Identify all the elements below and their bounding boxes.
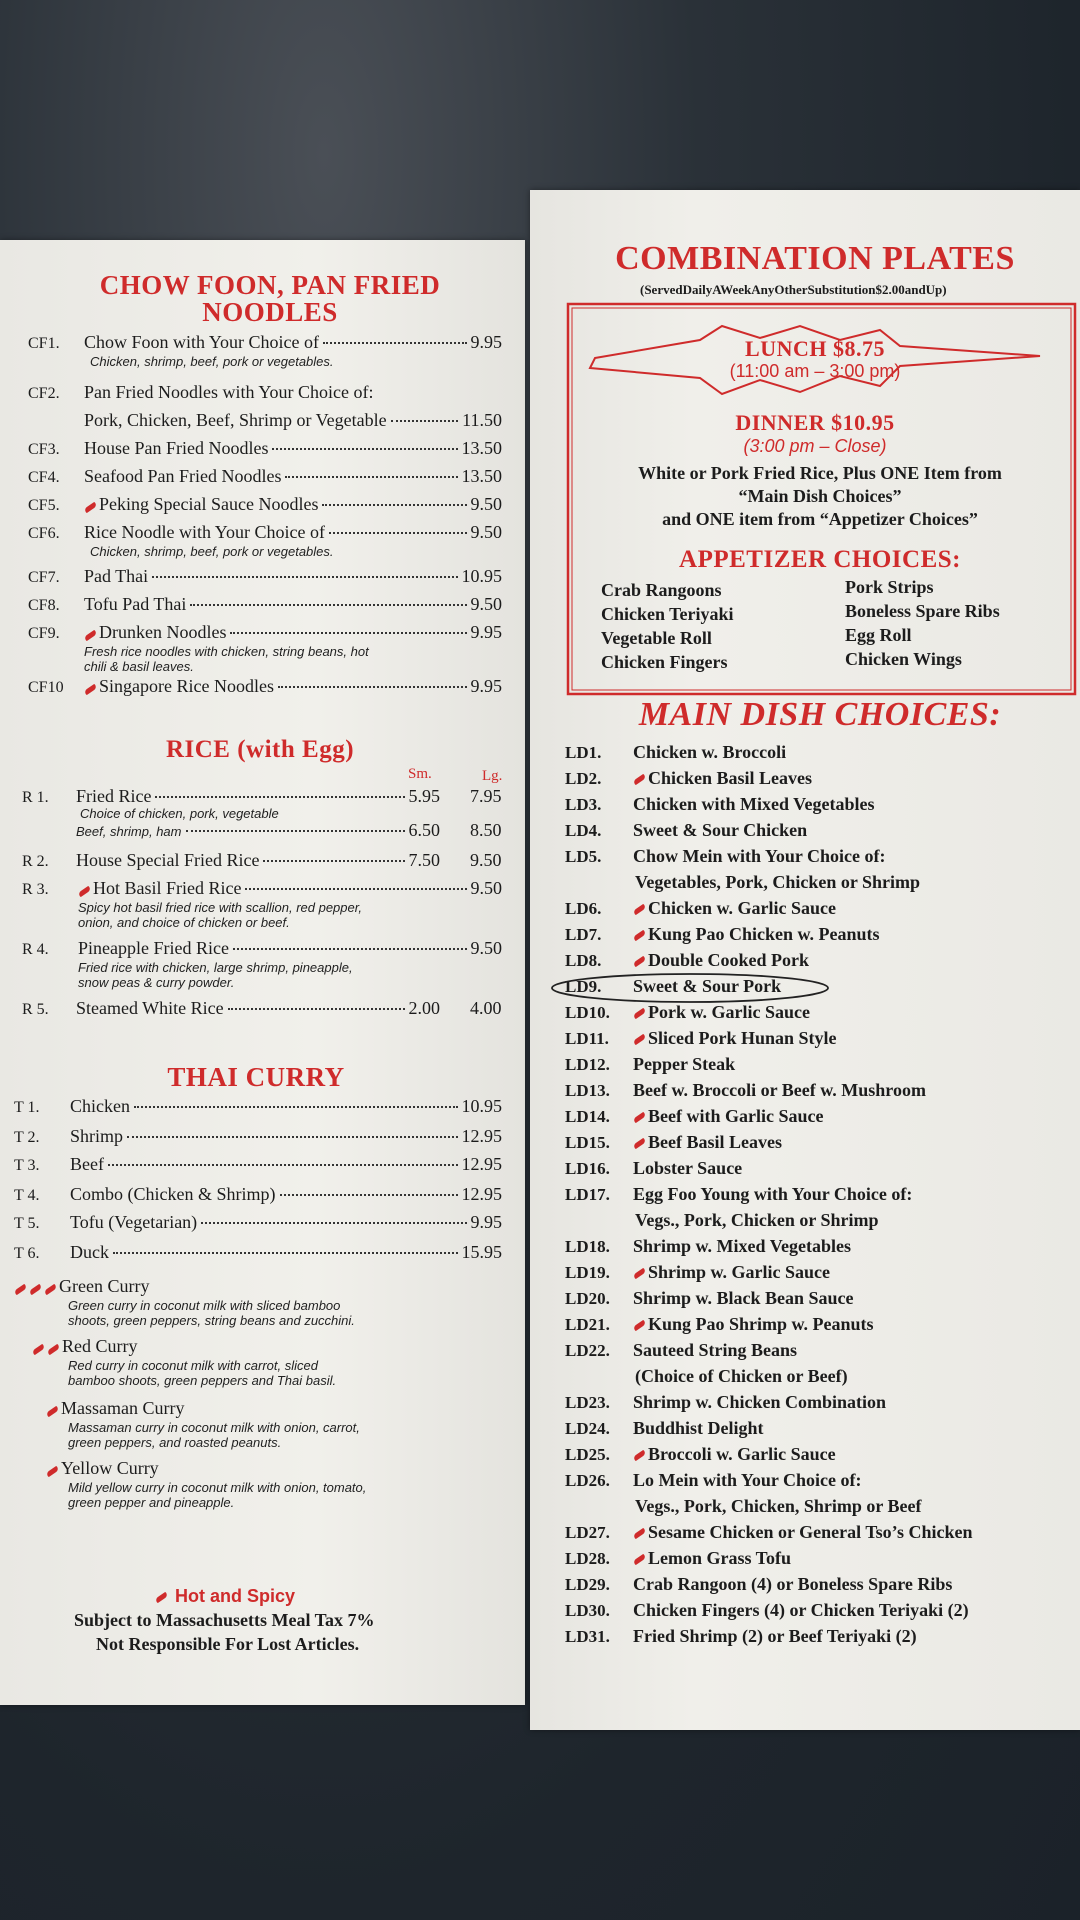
chili-pepper-icon bbox=[29, 1284, 43, 1296]
item-name: Shrimp w. Chicken Combination bbox=[633, 1392, 887, 1412]
item-name: Pan Fried Noodles with Your Choice of: bbox=[84, 382, 374, 402]
chili-pepper-icon bbox=[155, 1591, 169, 1603]
curry-item bbox=[14, 1184, 502, 1205]
item-code: LD16. bbox=[565, 1159, 610, 1178]
large-price: 7.95 bbox=[470, 786, 502, 806]
appetizer-item: Chicken Wings bbox=[845, 649, 962, 669]
item-code: T 1. bbox=[14, 1099, 40, 1116]
item-name: Beef with Garlic Sauce bbox=[648, 1106, 824, 1126]
main-dish-item bbox=[565, 1288, 854, 1309]
curry-item bbox=[14, 1212, 502, 1233]
item-name: Peking Special Sauce Noodles bbox=[99, 494, 319, 514]
item-name: Beef Basil Leaves bbox=[648, 1132, 782, 1152]
chow-item bbox=[28, 382, 374, 403]
chili-pepper-icon bbox=[633, 1268, 647, 1280]
lunch-price: LUNCH $8.75 bbox=[745, 336, 885, 361]
item-code: R 3. bbox=[22, 881, 49, 898]
main-dish-item-cont: (Choice of Chicken or Beef) bbox=[635, 1366, 848, 1386]
chow-item bbox=[28, 466, 502, 487]
dot-leader bbox=[322, 504, 466, 506]
item-name: Combo (Chicken & Shrimp) bbox=[70, 1184, 276, 1204]
item-code: T 2. bbox=[14, 1129, 40, 1146]
item-price: 9.50 bbox=[470, 878, 502, 898]
hot-spicy-legend bbox=[155, 1586, 295, 1607]
main-dish-item bbox=[565, 1080, 926, 1101]
item-description: Chicken, shrimp, beef, pork or vegetables. bbox=[90, 544, 334, 559]
dot-leader bbox=[155, 796, 404, 798]
main-dish-item bbox=[565, 1626, 917, 1647]
item-name: Tofu Pad Thai bbox=[84, 594, 187, 614]
item-code: LD31. bbox=[565, 1627, 610, 1646]
item-price: 10.95 bbox=[461, 566, 502, 586]
item-name: Pineapple Fried Rice bbox=[78, 938, 229, 958]
item-name: Sesame Chicken or General Tso’s Chicken bbox=[648, 1522, 973, 1542]
item-code: CF1. bbox=[28, 335, 60, 352]
main-dish-item-cont: Vegs., Pork, Chicken or Shrimp bbox=[635, 1210, 879, 1230]
item-code: LD29. bbox=[565, 1575, 610, 1594]
item-price: 9.50 bbox=[470, 494, 502, 514]
item-code: LD13. bbox=[565, 1081, 610, 1100]
item-code: LD7. bbox=[565, 925, 602, 944]
chili-pepper-icon bbox=[47, 1344, 61, 1356]
curry-type-name: Red Curry bbox=[62, 1336, 138, 1356]
curry-type-description: shoots, green peppers, string beans and zucchini. bbox=[68, 1313, 355, 1328]
item-name: Sauteed String Beans bbox=[633, 1340, 798, 1360]
dot-leader bbox=[113, 1252, 458, 1254]
item-code: LD9. bbox=[565, 977, 602, 996]
dot-leader bbox=[233, 948, 467, 950]
item-code: LD11. bbox=[565, 1029, 609, 1048]
item-code: CF9. bbox=[28, 625, 60, 642]
item-code: T 3. bbox=[14, 1157, 40, 1174]
combo-description-3: and ONE item from “Appetizer Choices” bbox=[662, 509, 978, 529]
item-description: Beef, shrimp, ham bbox=[76, 824, 182, 839]
dot-leader bbox=[280, 1194, 458, 1196]
dinner-hours: (3:00 pm – Close) bbox=[743, 436, 887, 456]
main-dish-item bbox=[565, 846, 886, 867]
main-dish-item bbox=[565, 1054, 735, 1075]
item-price: 9.50 bbox=[470, 522, 502, 542]
combination-subtitle: (ServedDailyAWeekAnyOtherSubstitution$2.00andUp) bbox=[640, 282, 947, 297]
item-code: T 4. bbox=[14, 1187, 40, 1204]
rice-item-sub bbox=[76, 820, 440, 841]
main-dish-item bbox=[565, 1574, 952, 1595]
dot-leader bbox=[108, 1164, 458, 1166]
combo-description-1: White or Pork Fried Rice, Plus ONE Item from bbox=[638, 463, 1002, 483]
item-name: Steamed White Rice bbox=[76, 998, 224, 1018]
large-price: 9.50 bbox=[470, 850, 502, 870]
lost-articles-note: Not Responsible For Lost Articles. bbox=[96, 1634, 360, 1654]
item-price: 12.95 bbox=[461, 1184, 502, 1204]
curry-title: THAI CURRY bbox=[167, 1062, 345, 1092]
rice-sm-header: Sm. bbox=[408, 766, 432, 782]
item-code: R 5. bbox=[22, 1001, 49, 1018]
item-name: Chicken w. Broccoli bbox=[633, 742, 787, 762]
item-description: Choice of chicken, pork, vegetable bbox=[80, 806, 279, 821]
item-code: CF10 bbox=[28, 679, 64, 696]
item-code: LD12. bbox=[565, 1055, 610, 1074]
small-price: 6.50 bbox=[408, 820, 440, 840]
item-description: Spicy hot basil fried rice with scallion, red pepper, bbox=[78, 900, 362, 915]
main-dish-item bbox=[565, 794, 875, 815]
item-code: R 1. bbox=[22, 789, 49, 806]
item-name: Crab Rangoon (4) or Boneless Spare Ribs bbox=[633, 1574, 953, 1594]
item-code: LD3. bbox=[565, 795, 602, 814]
main-dish-item bbox=[565, 924, 880, 945]
item-name: Drunken Noodles bbox=[99, 622, 227, 642]
curry-type-description: Red curry in coconut milk with carrot, sliced bbox=[68, 1358, 318, 1373]
chow-item bbox=[28, 676, 502, 697]
item-description: onion, and choice of chicken or beef. bbox=[78, 915, 290, 930]
curry-item bbox=[14, 1154, 502, 1175]
item-code: LD2. bbox=[565, 769, 602, 788]
item-code: LD1. bbox=[565, 743, 602, 762]
item-name: Chicken with Mixed Vegetables bbox=[633, 794, 875, 814]
item-description: Fried rice with chicken, large shrimp, pineapple, bbox=[78, 960, 353, 975]
item-name: Sweet & Sour Chicken bbox=[633, 820, 808, 840]
item-name: Chow Foon with Your Choice of bbox=[84, 332, 320, 352]
item-code: CF4. bbox=[28, 469, 60, 486]
item-name: Hot Basil Fried Rice bbox=[93, 878, 242, 898]
dot-leader bbox=[245, 888, 466, 890]
item-code: R 2. bbox=[22, 853, 49, 870]
item-name: House Special Fried Rice bbox=[76, 850, 260, 870]
item-name: Egg Foo Young with Your Choice of: bbox=[633, 1184, 913, 1204]
curry-type-name: Massaman Curry bbox=[61, 1398, 185, 1418]
curry-type-description: Massaman curry in coconut milk with onion, carrot, bbox=[68, 1420, 360, 1435]
main-dish-item bbox=[565, 1002, 810, 1023]
item-name: Broccoli w. Garlic Sauce bbox=[648, 1444, 836, 1464]
curry-item bbox=[14, 1126, 502, 1147]
item-code: LD22. bbox=[565, 1341, 610, 1360]
dot-leader bbox=[186, 830, 405, 832]
main-dish-item-cont: Vegetables, Pork, Chicken or Shrimp bbox=[635, 872, 921, 892]
item-code: LD30. bbox=[565, 1601, 610, 1620]
dot-leader bbox=[263, 860, 404, 862]
item-code: LD26. bbox=[565, 1471, 610, 1490]
appetizer-item: Egg Roll bbox=[845, 625, 912, 645]
main-dish-item bbox=[565, 1418, 764, 1439]
main-dish-item bbox=[565, 1600, 969, 1621]
appetizer-item: Crab Rangoons bbox=[601, 580, 722, 600]
dot-leader bbox=[323, 342, 466, 344]
item-name: Pad Thai bbox=[84, 566, 149, 586]
item-price: 9.50 bbox=[470, 938, 502, 958]
chili-pepper-icon bbox=[84, 502, 98, 514]
item-name: Chicken bbox=[70, 1096, 130, 1116]
main-dish-item bbox=[565, 1392, 886, 1413]
appetizer-item: Chicken Teriyaki bbox=[601, 604, 734, 624]
dot-leader bbox=[285, 476, 457, 478]
chili-pepper-icon bbox=[633, 1008, 647, 1020]
main-dish-item bbox=[565, 898, 836, 919]
main-dish-item bbox=[565, 950, 809, 971]
dot-leader bbox=[230, 632, 466, 634]
curry-type-description: green peppers, and roasted peanuts. bbox=[68, 1435, 282, 1450]
chili-pepper-icon bbox=[14, 1284, 28, 1296]
item-name: Pepper Steak bbox=[633, 1054, 736, 1074]
chow-title-line1: CHOW FOON, PAN FRIED bbox=[99, 270, 441, 300]
item-code: LD24. bbox=[565, 1419, 610, 1438]
main-dish-item bbox=[565, 768, 812, 789]
item-code: T 5. bbox=[14, 1215, 40, 1232]
dot-leader bbox=[228, 1008, 405, 1010]
small-price: 7.50 bbox=[408, 850, 440, 870]
item-description: chili & basil leaves. bbox=[84, 659, 194, 674]
dot-leader bbox=[134, 1106, 458, 1108]
item-price: 11.50 bbox=[462, 410, 502, 430]
main-dish-item bbox=[565, 1340, 797, 1361]
chili-pepper-icon bbox=[633, 1034, 647, 1046]
main-dish-item bbox=[565, 1132, 782, 1153]
item-name: Chicken w. Garlic Sauce bbox=[648, 898, 836, 918]
curry-type-name: Green Curry bbox=[59, 1276, 150, 1296]
item-name: Kung Pao Chicken w. Peanuts bbox=[648, 924, 880, 944]
dinner-price: DINNER $10.95 bbox=[735, 410, 895, 435]
item-code: LD20. bbox=[565, 1289, 610, 1308]
item-price: 10.95 bbox=[461, 1096, 502, 1116]
chili-pepper-icon bbox=[44, 1284, 58, 1296]
item-name-cont: Pork, Chicken, Beef, Shrimp or Vegetable bbox=[84, 410, 387, 430]
main-dish-item bbox=[565, 820, 807, 841]
item-name: Chow Mein with Your Choice of: bbox=[633, 846, 886, 866]
item-description: Chicken, shrimp, beef, pork or vegetables. bbox=[90, 354, 334, 369]
item-price: 12.95 bbox=[461, 1126, 502, 1146]
item-name: House Pan Fried Noodles bbox=[84, 438, 269, 458]
rice-item bbox=[22, 786, 440, 807]
chow-item-cont bbox=[84, 410, 502, 431]
dot-leader bbox=[190, 604, 466, 606]
chili-pepper-icon bbox=[633, 1528, 647, 1540]
chili-pepper-icon bbox=[633, 774, 647, 786]
item-name: Seafood Pan Fried Noodles bbox=[84, 466, 282, 486]
dot-leader bbox=[272, 448, 457, 450]
curry-type-description: Mild yellow curry in coconut milk with onion, tomato, bbox=[68, 1480, 367, 1495]
curry-item bbox=[14, 1096, 502, 1117]
main-dish-item bbox=[565, 1470, 862, 1491]
chili-pepper-icon bbox=[84, 630, 98, 642]
chili-pepper-icon bbox=[633, 1554, 647, 1566]
item-name: Duck bbox=[70, 1242, 109, 1262]
curry-type bbox=[32, 1336, 138, 1357]
curry-type bbox=[46, 1458, 159, 1479]
chow-item bbox=[28, 494, 502, 515]
item-name: Lo Mein with Your Choice of: bbox=[633, 1470, 862, 1490]
appetizer-item: Chicken Fingers bbox=[601, 652, 728, 672]
lunch-hours: (11:00 am – 3:00 pm) bbox=[729, 361, 901, 381]
item-name: Shrimp w. Garlic Sauce bbox=[648, 1262, 831, 1282]
item-name: Singapore Rice Noodles bbox=[99, 676, 274, 696]
curry-type-name: Yellow Curry bbox=[61, 1458, 159, 1478]
item-name: Kung Pao Shrimp w. Peanuts bbox=[648, 1314, 874, 1334]
main-dish-item-cont: Vegs., Pork, Chicken, Shrimp or Beef bbox=[635, 1496, 922, 1516]
main-dish-item bbox=[565, 1262, 830, 1283]
main-dish-item bbox=[565, 742, 786, 763]
main-dish-item bbox=[565, 1028, 837, 1049]
item-code: LD28. bbox=[565, 1549, 610, 1568]
item-name: Shrimp bbox=[70, 1126, 124, 1146]
chili-pepper-icon bbox=[633, 930, 647, 942]
item-code: LD4. bbox=[565, 821, 602, 840]
chow-title-line2: NOODLES bbox=[202, 297, 338, 327]
curry-type-description: bamboo shoots, green peppers and Thai basil. bbox=[68, 1373, 337, 1388]
rice-item bbox=[22, 998, 440, 1019]
curry-type bbox=[14, 1276, 149, 1297]
curry-type-description: Green curry in coconut milk with sliced bamboo bbox=[68, 1298, 341, 1313]
dot-leader bbox=[329, 532, 467, 534]
appetizer-item: Boneless Spare Ribs bbox=[845, 601, 1000, 621]
item-name: Fried Shrimp (2) or Beef Teriyaki (2) bbox=[633, 1626, 917, 1646]
large-price: 4.00 bbox=[470, 998, 502, 1018]
item-name: Buddhist Delight bbox=[633, 1418, 764, 1438]
rice-lg-header: Lg. bbox=[482, 768, 503, 784]
main-dish-item bbox=[565, 976, 781, 997]
item-description: Fresh rice noodles with chicken, string beans, hot bbox=[84, 644, 369, 659]
chili-pepper-icon bbox=[46, 1406, 60, 1418]
main-dish-item bbox=[565, 1548, 791, 1569]
dot-leader bbox=[391, 420, 459, 422]
rice-title: RICE (with Egg) bbox=[165, 736, 355, 763]
item-description: snow peas & curry powder. bbox=[78, 975, 235, 990]
item-price: 9.50 bbox=[470, 594, 502, 614]
item-price: 13.50 bbox=[461, 466, 502, 486]
hot-spicy-label: Hot and Spicy bbox=[170, 1586, 296, 1606]
item-name: Sliced Pork Hunan Style bbox=[648, 1028, 837, 1048]
item-code: LD21. bbox=[565, 1315, 610, 1334]
item-price: 9.95 bbox=[470, 676, 502, 696]
item-code: CF6. bbox=[28, 525, 60, 542]
item-name: Fried Rice bbox=[76, 786, 152, 806]
chow-item bbox=[28, 622, 502, 643]
chili-pepper-icon bbox=[633, 1138, 647, 1150]
appetizer-title: APPETIZER CHOICES: bbox=[679, 546, 961, 573]
chili-pepper-icon bbox=[84, 684, 98, 696]
main-dish-title: MAIN DISH CHOICES: bbox=[638, 696, 1002, 733]
tax-note: Subject to Massachusetts Meal Tax 7% bbox=[74, 1610, 375, 1630]
rice-item bbox=[22, 938, 502, 959]
chow-item bbox=[28, 566, 502, 587]
appetizer-item: Pork Strips bbox=[845, 577, 934, 597]
chow-item bbox=[28, 438, 502, 459]
item-code: LD10. bbox=[565, 1003, 610, 1022]
item-name: Lobster Sauce bbox=[633, 1158, 743, 1178]
item-name: Tofu (Vegetarian) bbox=[70, 1212, 198, 1232]
item-code: LD15. bbox=[565, 1133, 610, 1152]
curry-item bbox=[14, 1242, 502, 1263]
main-dish-item bbox=[565, 1184, 912, 1205]
main-dish-item bbox=[565, 1522, 973, 1543]
item-name: Lemon Grass Tofu bbox=[648, 1548, 792, 1568]
item-code: CF2. bbox=[28, 385, 60, 402]
dot-leader bbox=[201, 1222, 466, 1224]
small-price: 2.00 bbox=[408, 998, 440, 1018]
chili-pepper-icon bbox=[32, 1344, 46, 1356]
item-code: CF8. bbox=[28, 597, 60, 614]
rice-item bbox=[22, 850, 440, 871]
item-code: R 4. bbox=[22, 941, 49, 958]
item-code: LD5. bbox=[565, 847, 602, 866]
item-code: CF7. bbox=[28, 569, 60, 586]
chili-pepper-icon bbox=[633, 1112, 647, 1124]
curry-type-description: green pepper and pineapple. bbox=[68, 1495, 235, 1510]
item-price: 15.95 bbox=[461, 1242, 502, 1262]
item-price: 9.95 bbox=[470, 332, 502, 352]
item-name: Rice Noodle with Your Choice of bbox=[84, 522, 325, 542]
item-code: LD6. bbox=[565, 899, 602, 918]
item-code: LD19. bbox=[565, 1263, 610, 1282]
main-dish-item bbox=[565, 1158, 742, 1179]
item-code: CF5. bbox=[28, 497, 60, 514]
item-code: LD27. bbox=[565, 1523, 610, 1542]
main-dish-item bbox=[565, 1106, 823, 1127]
combo-description-2: “Main Dish Choices” bbox=[738, 486, 902, 506]
chili-pepper-icon bbox=[46, 1466, 60, 1478]
item-name: Sweet & Sour Pork bbox=[633, 976, 782, 996]
large-price: 8.50 bbox=[470, 820, 502, 840]
main-dish-item bbox=[565, 1444, 836, 1465]
item-name: Shrimp w. Black Bean Sauce bbox=[633, 1288, 854, 1308]
main-dish-item bbox=[565, 1314, 874, 1335]
dot-leader bbox=[127, 1136, 457, 1138]
chili-pepper-icon bbox=[633, 1450, 647, 1462]
item-code: LD8. bbox=[565, 951, 602, 970]
item-code: LD25. bbox=[565, 1445, 610, 1464]
main-dish-item bbox=[565, 1236, 851, 1257]
rice-item bbox=[22, 878, 502, 899]
item-name: Beef bbox=[70, 1154, 104, 1174]
small-price: 5.95 bbox=[408, 786, 440, 806]
item-name: Pork w. Garlic Sauce bbox=[648, 1002, 810, 1022]
item-price: 9.95 bbox=[470, 1212, 502, 1232]
item-name: Double Cooked Pork bbox=[648, 950, 810, 970]
item-price: 9.95 bbox=[470, 622, 502, 642]
chili-pepper-icon bbox=[633, 956, 647, 968]
dot-leader bbox=[278, 686, 467, 688]
item-code: LD17. bbox=[565, 1185, 610, 1204]
combination-title: COMBINATION PLATES bbox=[615, 240, 1015, 277]
item-code: CF3. bbox=[28, 441, 60, 458]
appetizer-item: Vegetable Roll bbox=[601, 628, 712, 648]
item-name: Beef w. Broccoli or Beef w. Mushroom bbox=[633, 1080, 926, 1100]
item-name: Chicken Basil Leaves bbox=[648, 768, 813, 788]
item-name: Shrimp w. Mixed Vegetables bbox=[633, 1236, 852, 1256]
item-code: LD18. bbox=[565, 1237, 610, 1256]
chili-pepper-icon bbox=[78, 886, 92, 898]
dot-leader bbox=[152, 576, 457, 578]
item-code: LD23. bbox=[565, 1393, 610, 1412]
item-name: Chicken Fingers (4) or Chicken Teriyaki (2) bbox=[633, 1600, 969, 1620]
chili-pepper-icon bbox=[633, 904, 647, 916]
item-code: T 6. bbox=[14, 1245, 40, 1262]
curry-type bbox=[46, 1398, 184, 1419]
item-price: 12.95 bbox=[461, 1154, 502, 1174]
chow-item bbox=[28, 594, 502, 615]
item-code: LD14. bbox=[565, 1107, 610, 1126]
item-price: 13.50 bbox=[461, 438, 502, 458]
chow-item bbox=[28, 522, 502, 543]
chow-item bbox=[28, 332, 502, 353]
chili-pepper-icon bbox=[633, 1320, 647, 1332]
